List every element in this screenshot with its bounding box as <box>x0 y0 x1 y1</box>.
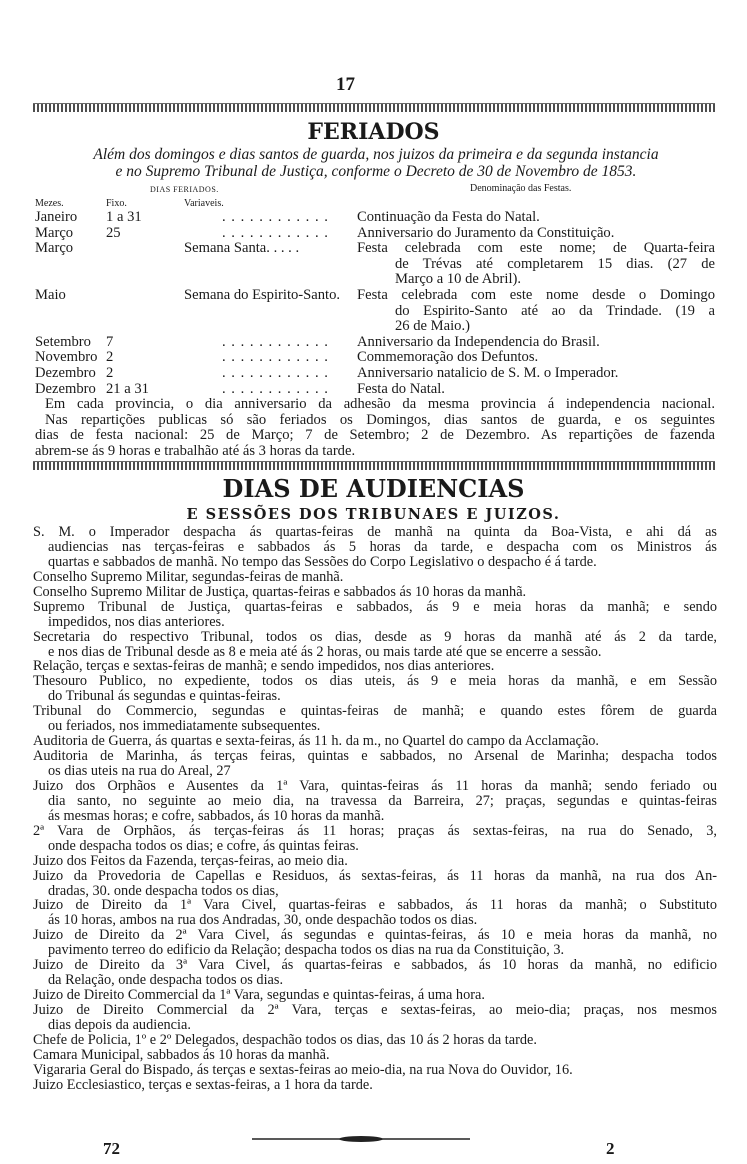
audiencia-entry <box>33 1003 717 1033</box>
denominacao-line: Anniversario do Juramento da Constituição. <box>357 224 615 241</box>
month-cell: Novembro <box>35 349 98 366</box>
entry-line: Juizo dos Feitos da Fazenda, terças-feiras, ao meio dia. <box>33 852 348 869</box>
dias-feriados-label: DIAS FERIADOS. <box>150 185 219 194</box>
fixed-day-cell: 7 <box>106 333 114 350</box>
audiencia-entry <box>33 854 717 869</box>
note-line: dias de festa nacional: 25 de Março; 7 de Setembro; 2 de Dezembro. As repartições de fazenda <box>35 427 715 444</box>
entry-line: ás mesmas horas; e cofre, sabbados, ás 10 horas da manhã. <box>48 807 385 824</box>
fixed-day-cell: 25 <box>106 224 121 241</box>
audiencia-entry <box>33 525 717 570</box>
entry-line: impedidos, nos dias anteriores. <box>48 613 225 630</box>
entry-line: ou feriados, nos immediatamente subsequentes. <box>48 718 321 735</box>
audiencia-entry <box>33 898 717 928</box>
denominacao-line: Continuação da Festa do Natal. <box>357 209 540 225</box>
entry-line: Juizo de Direito Commercial da 1ª Vara, segundas e quintas-feiras, á uma hora. <box>33 987 485 1004</box>
entry-line: Juizo de Direito Commercial da 2ª Vara, terças e sextas-feiras, ao meio-dia; praças, nos mesmos <box>33 1002 717 1018</box>
month-cell: Março <box>35 224 74 241</box>
entry-line: Conselho Supremo Militar, segundas-feiras de manhã. <box>33 568 344 585</box>
note-line: abrem-se ás 9 horas e trabalhão até ás 3 horas da tarde. <box>35 443 356 460</box>
entry-line: Juizo de Direito da 2ª Vara Civel, ás segundas e quintas-feiras, ás 10 e meia horas da manhã, no <box>33 927 717 944</box>
denominacao-line: Festa celebrada com este nome desde o Domingo <box>357 287 715 303</box>
feriado-row <box>0 350 747 366</box>
month-cell: Janeiro <box>35 209 78 225</box>
entry-line: Secretaria do respectivo Tribunal, todos os dias, desde as 9 horas da manhã até ás 2 da tarde, <box>33 628 717 645</box>
audiencias-list <box>33 525 717 1093</box>
entry-line: pavimento terreo do edificio da Relação; despacha todos os dias na rua da Constituição, 3. <box>48 942 565 959</box>
entry-line: audiencias nas terças-feiras e sabbados ás 5 horas da tarde, e despacha com os Ministros ás <box>48 538 717 555</box>
denominacao-line: do Espirito-Santo até ao da Trindade. (19 a <box>395 302 715 319</box>
entry-line: os dias uteis na rua do Areal, 27 <box>48 763 231 779</box>
audiencia-entry <box>33 1078 717 1093</box>
entry-line: Conselho Supremo Militar de Justiça, quartas-feiras e sabbados ás 10 horas da manhã. <box>33 583 527 600</box>
month-cell: Setembro <box>35 333 91 350</box>
dot-leader: . . . . . . . . . . . . <box>222 365 329 381</box>
denominacao-cell <box>357 366 715 382</box>
feriado-row <box>0 210 747 226</box>
entry-line: Relação, terças e sextas-feiras de manhã; e sendo impedidos, nos dias anteriores. <box>33 658 495 675</box>
entry-line: Juizo de Direito da 1ª Vara Civel, quartas-feiras e sabbados, ás 11 horas da manhã; o Substituto <box>33 897 717 914</box>
entry-line: Supremo Tribunal de Justiça, quartas-feiras e sabbados, ás 9 e meia horas da manhã; e sendo <box>33 598 717 615</box>
entry-line: Thesouro Publico, no expediente, todos os dias uteis, ás 9 e meia horas da manhã, e em Sessão <box>33 673 717 690</box>
denominacao-cell <box>357 382 715 398</box>
audiencia-entry <box>33 749 717 779</box>
fixed-day-cell: 1 a 31 <box>106 209 142 225</box>
denominacao-line: Commemoração dos Defuntos. <box>357 349 539 366</box>
entry-line: Auditoria de Marinha, ás terças feiras, quintas e sabbados, no Arsenal de Marinha; despacha todos <box>33 748 717 765</box>
entry-line: onde despacha todos os dias; e cofre, ás quintas feiras. <box>48 837 359 854</box>
audiencia-entry <box>33 824 717 854</box>
audiencia-entry <box>33 630 717 660</box>
feriado-row <box>0 335 747 351</box>
entry-line: Camara Municipal, sabbados ás 10 horas da manhã. <box>33 1046 330 1063</box>
audiencias-subtitle: E SESSÕES DOS TRIBUNAES E JUIZOS. <box>186 506 561 523</box>
denominacao-cell <box>357 226 715 242</box>
fixed-day-cell: 2 <box>106 365 114 381</box>
denominacao-line: Festa celebrada com este nome; de Quarta-feira <box>357 240 715 257</box>
entry-line: dia santo, no seguinte ao meio dia, na travessa da Barreira, 27; praças, segundas e quintas-feiras <box>48 792 717 809</box>
entry-line: Tribunal do Commercio, segundas e quintas-feiras de manhã; e quando estes fôrem de guarda <box>33 703 717 720</box>
audiencia-entry <box>33 674 717 704</box>
audiencia-entry <box>33 570 717 585</box>
audiencias-title: DIAS DE AUDIENCIAS <box>222 474 525 503</box>
denominacao-line: 26 de Maio.) <box>395 318 470 335</box>
ornamental-rule <box>33 103 715 112</box>
feriado-row <box>0 366 747 382</box>
intro-line: Além dos domingos e dias santos de guarda, nos juizos da primeira e da segunda instancia <box>93 146 659 163</box>
denominacao-line: Anniversario da Independencia do Brasil. <box>357 333 600 350</box>
denominacao-line: de Trévas até completarem 15 dias. (27 de <box>395 255 715 272</box>
feriado-row <box>0 226 747 242</box>
entry-line: Vigararia Geral do Bispado, ás terças e sextas-feiras ao meio-dia, na rua Nova do Ouvidor, 16. <box>33 1061 573 1078</box>
denominacao-cell <box>357 350 715 366</box>
entry-line: dias depois da audiencia. <box>48 1016 191 1033</box>
denominacao-cell <box>357 288 715 335</box>
audiencia-entry <box>33 600 717 630</box>
audiencia-entry <box>33 779 717 824</box>
dot-leader: . . . . . . . . . . . . <box>222 349 329 366</box>
variable-day-cell: Semana Santa. . . . . <box>184 240 300 257</box>
denominacao-line: Festa do Natal. <box>357 380 445 397</box>
dot-leader: . . . . . . . . . . . . <box>222 209 329 225</box>
entry-line: e nos dias de Tribunal desde as 8 e meia até ás 2 horas, ou mais tarde até que se encerre a sessão. <box>48 643 602 660</box>
denominacao-cell <box>357 335 715 351</box>
entry-line: ás 10 horas, ambos na rua dos Andradas, 30, onde despachão todos os dias. <box>48 912 478 929</box>
feriados-notes <box>35 397 715 460</box>
entry-line: quartas e sabbados de manhã. No tempo das Sessões do Corpo Legislativo o despacho é á tarde. <box>48 553 597 570</box>
ornamental-rule <box>33 461 715 470</box>
audiencia-entry <box>33 869 717 899</box>
denominacao-cell <box>357 241 715 288</box>
dot-leader: . . . . . . . . . . . . <box>222 333 329 350</box>
page-number: 17 <box>336 74 355 95</box>
entry-line: Chefe de Policia, 1º e 2º Delegados, despachão todos os dias, das 10 ás 2 horas da tarde. <box>33 1031 537 1048</box>
entry-line: S. M. o Imperador despacha ás quartas-feiras de manhã na quinta da Boa-Vista, e ahi dá as <box>33 524 717 540</box>
month-cell: Dezembro <box>35 380 96 397</box>
audiencia-entry <box>33 1033 717 1048</box>
audiencia-entry <box>33 585 717 600</box>
month-cell: Dezembro <box>35 365 96 381</box>
denominacao-label: Denominação das Festas. <box>470 183 572 194</box>
entry-line: da Relação, onde despacha todos os dias. <box>48 972 284 989</box>
entry-line: dradas, 30. onde despacha todos os dias, <box>48 882 279 899</box>
entry-line: Auditoria de Guerra, ás quartas e sexta-feiras, ás 11 h. da m., no Quartel do campo da Acclamação. <box>33 733 599 750</box>
variable-day-cell: Semana do Espirito-Santo. <box>184 287 341 303</box>
signature-mark-left: 72 <box>103 1139 120 1158</box>
entry-line: Juizo da Provedoria de Capellas e Residuos, ás sextas-feiras, ás 11 horas da manhã, na rua dos An- <box>33 867 717 884</box>
dot-leader: . . . . . . . . . . . . <box>222 380 329 397</box>
entry-line: 2ª Vara de Orphãos, ás terças-feiras ás 11 horas; praças ás sextas-feiras, na rua do Senado, 3, <box>33 822 717 839</box>
entry-line: Juizo dos Orphãos e Ausentes da 1ª Vara, quintas-feiras ás 11 horas da manhã; sendo feriado ou <box>33 777 717 794</box>
audiencia-entry <box>33 958 717 988</box>
feriado-row <box>0 287 747 335</box>
feriados-title: FERIADOS <box>307 119 440 145</box>
denominacao-line: Março a 10 de Abril). <box>395 271 522 288</box>
audiencia-entry <box>33 704 717 734</box>
feriado-row <box>0 382 747 398</box>
column-variaveis: Variaveis. <box>184 198 224 209</box>
month-cell: Maio <box>35 287 66 303</box>
entry-line: do Tribunal ás segundas e quintas-feiras. <box>48 688 281 705</box>
audiencia-entry <box>33 988 717 1003</box>
audiencia-entry <box>33 1063 717 1078</box>
audiencia-entry <box>33 734 717 749</box>
intro-line: e no Supremo Tribunal de Justiça, conforme o Decreto de 30 de Novembro de 1853. <box>115 163 637 180</box>
ornament-divider <box>252 1136 470 1142</box>
month-cell: Março <box>35 240 74 257</box>
column-fixo: Fixo. <box>106 198 127 209</box>
audiencia-entry <box>33 1048 717 1063</box>
note-line: Em cada provincia, o dia anniversario da adhesão da mesma provincia á independencia nacional. <box>45 396 715 412</box>
audiencia-entry <box>33 659 717 674</box>
feriados-intro <box>35 146 717 180</box>
entry-line: Juizo de Direito da 3ª Vara Civel, ás quartas-feiras e sabbados, ás 10 horas da manhã, no edificio <box>33 957 717 974</box>
signature-mark-right: 2 <box>606 1139 615 1158</box>
feriado-row <box>0 240 747 288</box>
denominacao-cell <box>357 210 715 226</box>
denominacao-line: Anniversario natalicio de S. M. o Imperador. <box>357 365 619 381</box>
column-mezes: Mezes. <box>35 198 64 209</box>
fixed-day-cell: 21 a 31 <box>106 380 149 397</box>
fixed-day-cell: 2 <box>106 349 114 366</box>
entry-line: Juizo Ecclesiastico, terças e sextas-feiras, a 1 hora da tarde. <box>33 1076 373 1093</box>
audiencia-entry <box>33 928 717 958</box>
dot-leader: . . . . . . . . . . . . <box>222 224 329 241</box>
note-line: Nas repartições publicas só são feriados os Domingos, dias santos de guarda, e os seguintes <box>45 411 715 428</box>
